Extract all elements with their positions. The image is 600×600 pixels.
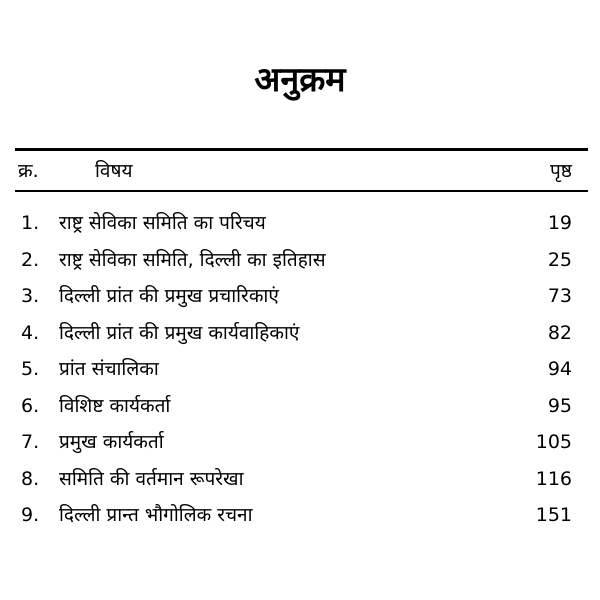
column-header-number: क्र. [18,160,39,182]
entry-number: 1. [21,212,40,234]
entry-page: 73 [547,285,572,307]
contents-entry [0,498,600,535]
entry-page: 105 [535,431,572,453]
contents-entry [0,462,600,499]
entry-subject: प्रमुख कार्यकर्ता [59,431,164,453]
header-bottom-rule [15,190,588,192]
contents-entry [0,389,600,426]
entry-number: 6. [21,394,40,417]
entry-subject: प्रांत संचालिका [59,358,159,380]
entry-page: 19 [547,212,572,234]
contents-list [0,206,600,535]
entry-subject: दिल्ली प्रान्त भौगोलिक रचना [59,504,253,526]
entry-subject: राष्ट्र सेविका समिति, दिल्ली का इतिहास [59,248,326,271]
column-header-subject: विषय [95,160,133,182]
entry-number: 8. [21,467,40,490]
page-title: अनुक्रम [254,60,346,100]
entry-page: 25 [547,248,572,271]
contents-entry [0,316,600,353]
entry-number: 7. [21,431,40,453]
entry-number: 9. [21,504,40,526]
contents-entry [0,206,600,243]
entry-page: 94 [547,358,572,380]
entry-number: 3. [21,285,40,307]
entry-subject: विशिष्ट कार्यकर्ता [59,394,171,417]
contents-entry [0,279,600,316]
column-header-page: पृष्ठ [550,160,572,182]
contents-entry [0,425,600,462]
entry-number: 5. [21,358,40,380]
entry-number: 2. [21,248,40,271]
entry-subject: राष्ट्र सेविका समिति का परिचय [59,212,266,234]
entry-page: 82 [547,321,572,344]
contents-entry [0,243,600,280]
entry-page: 95 [547,394,572,417]
entry-subject: समिति की वर्तमान रूपरेखा [59,467,244,490]
entry-subject: दिल्ली प्रांत की प्रमुख प्रचारिकाएं [59,285,279,307]
entry-subject: दिल्ली प्रांत की प्रमुख कार्यवाहिकाएं [59,321,300,344]
contents-entry [0,352,600,389]
entry-page: 116 [535,467,572,490]
entry-page: 151 [535,504,572,526]
entry-number: 4. [21,321,40,344]
header-top-rule [15,148,588,151]
